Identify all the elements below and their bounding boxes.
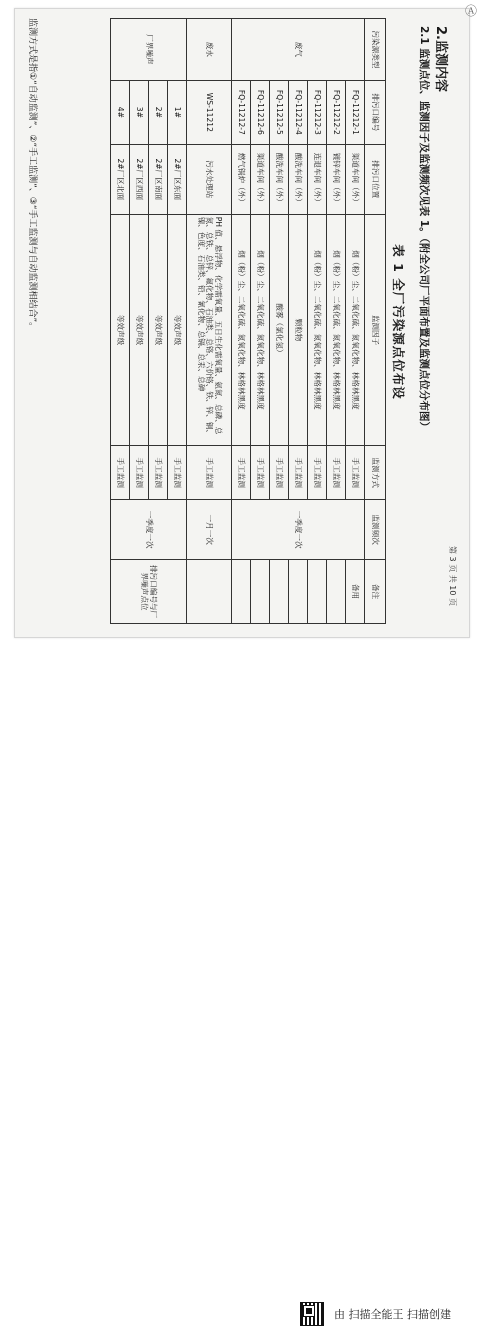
qr-code-icon (300, 1302, 324, 1326)
table-title: 表 1 全厂污染源点位布设 (391, 244, 406, 400)
page-number: 第 3 页 共 10 页 (448, 546, 457, 606)
code-cell: FQ-11212-5 (270, 80, 289, 144)
header-cell: 监测方式 (365, 446, 386, 500)
frequency-cell-noise: 一季度一次 (111, 500, 187, 560)
location-cell: 酸洗车间（外） (270, 144, 289, 214)
corner-mark: Ⓐ (464, 4, 477, 18)
note-cell (270, 560, 289, 624)
location-cell: 2#厂区西面 (130, 144, 149, 214)
location-cell: 污水处理站 (187, 144, 232, 214)
code-cell: WS-11212 (187, 80, 232, 144)
note-cell (308, 560, 327, 624)
note-cell (232, 560, 251, 624)
method-cell: 手工监测 (327, 446, 346, 500)
factor-cell: 酸雾（氯化氢） (270, 214, 289, 446)
table-header-row (365, 19, 386, 624)
method-cell: 手工监测 (289, 446, 308, 500)
note-cell (289, 560, 308, 624)
note-cell-noise: 排污口编号与厂界噪声点位 (111, 560, 187, 624)
factor-cell: PH 值、悬浮物、化学需氧量、五日生化需氧量、氨氮、总磷、总氮、总铁、总锌、氟化物、石油类、总铬、六价铬、铁、锌、铜、镍、色度、石油类、铅、氰化物、总镉、总汞、总砷 (187, 214, 232, 446)
location-cell: 燃气锅炉（外） (232, 144, 251, 214)
monitoring-method-note: 监测方式是指①“自动监测”、②“手工监测”、③“手工监测与自动监测相结合”。 (27, 18, 37, 332)
code-cell: FQ-11212-3 (308, 80, 327, 144)
factor-cell: 等效声级 (130, 214, 149, 446)
note-cell (187, 560, 232, 624)
method-cell: 手工监测 (168, 446, 187, 500)
factor-cell: 烟（粉）尘、二氧化硫、氮氧化物、林格林黑度 (346, 214, 365, 446)
rotated-page-content (14, 8, 468, 636)
note-cell (327, 560, 346, 624)
location-cell: 酸洗车间（外） (289, 144, 308, 214)
method-cell: 手工监测 (232, 446, 251, 500)
scanner-credit: 由 扫描全能王 扫描创建 (334, 1308, 451, 1321)
factor-cell: 等效声级 (168, 214, 187, 446)
frequency-cell-water: 一月一次 (187, 500, 232, 560)
header-cell: 排污口编号 (365, 80, 386, 144)
section-subtitle: 2.1 监测点位、监测因子及监测频次见表 1。（附全公司厂平面布置及监测点位分布图） (418, 26, 430, 432)
frequency-cell-gas: 一季度一次 (232, 500, 365, 560)
location-cell: 2#厂区南面 (149, 144, 168, 214)
method-cell: 手工监测 (111, 446, 130, 500)
code-cell: 1# (168, 80, 187, 144)
header-cell: 备注 (365, 560, 386, 624)
location-cell: 2#厂区东面 (168, 144, 187, 214)
factor-cell: 颗粒物 (289, 214, 308, 446)
factor-cell: 烟（粉）尘、二氧化硫、氮氧化物、林格林黑度 (327, 214, 346, 446)
pollution-source-table (110, 18, 386, 624)
code-cell: 2# (149, 80, 168, 144)
code-cell: FQ-11212-1 (346, 80, 365, 144)
factor-cell: 烟（粉）尘、二氧化硫、氮氧化物、林格林黑度 (232, 214, 251, 446)
method-cell: 手工监测 (270, 446, 289, 500)
method-cell: 手工监测 (187, 446, 232, 500)
table-row (346, 19, 365, 624)
factor-cell: 等效声级 (149, 214, 168, 446)
location-cell: 渠道车间（外） (251, 144, 270, 214)
header-cell: 污染源类型 (365, 19, 386, 81)
scanner-footer (0, 650, 481, 1321)
location-cell: 渠道车间（外） (346, 144, 365, 214)
method-cell: 手工监测 (130, 446, 149, 500)
method-cell: 手工监测 (308, 446, 327, 500)
factor-cell: 烟（粉）尘、二氧化硫、氮氧化物、林格林黑度 (308, 214, 327, 446)
type-cell-noise: 厂界噪声 (111, 19, 187, 81)
table-row (168, 19, 187, 624)
code-cell: 3# (130, 80, 149, 144)
location-cell: 连退车间（外） (308, 144, 327, 214)
method-cell: 手工监测 (251, 446, 270, 500)
code-cell: FQ-11212-4 (289, 80, 308, 144)
header-cell: 监测因子 (365, 214, 386, 446)
location-cell: 2#厂区北面 (111, 144, 130, 214)
header-cell: 排污口位置 (365, 144, 386, 214)
method-cell: 手工监测 (346, 446, 365, 500)
note-cell: 备用 (346, 560, 365, 624)
code-cell: FQ-11212-7 (232, 80, 251, 144)
code-cell: 4# (111, 80, 130, 144)
type-cell-water: 废水 (187, 19, 232, 81)
factor-cell: 等效声级 (111, 214, 130, 446)
table-row (187, 19, 232, 624)
location-cell: 镀锌车间（外） (327, 144, 346, 214)
note-cell (251, 560, 270, 624)
factor-cell: 烟（粉）尘、二氧化硫、氮氧化物、林格林黑度 (251, 214, 270, 446)
section-title: 2.监测内容 (433, 26, 448, 92)
method-cell: 手工监测 (149, 446, 168, 500)
code-cell: FQ-11212-6 (251, 80, 270, 144)
type-cell-gas: 废气 (232, 19, 365, 81)
code-cell: FQ-11212-2 (327, 80, 346, 144)
header-cell: 监测频次 (365, 500, 386, 560)
